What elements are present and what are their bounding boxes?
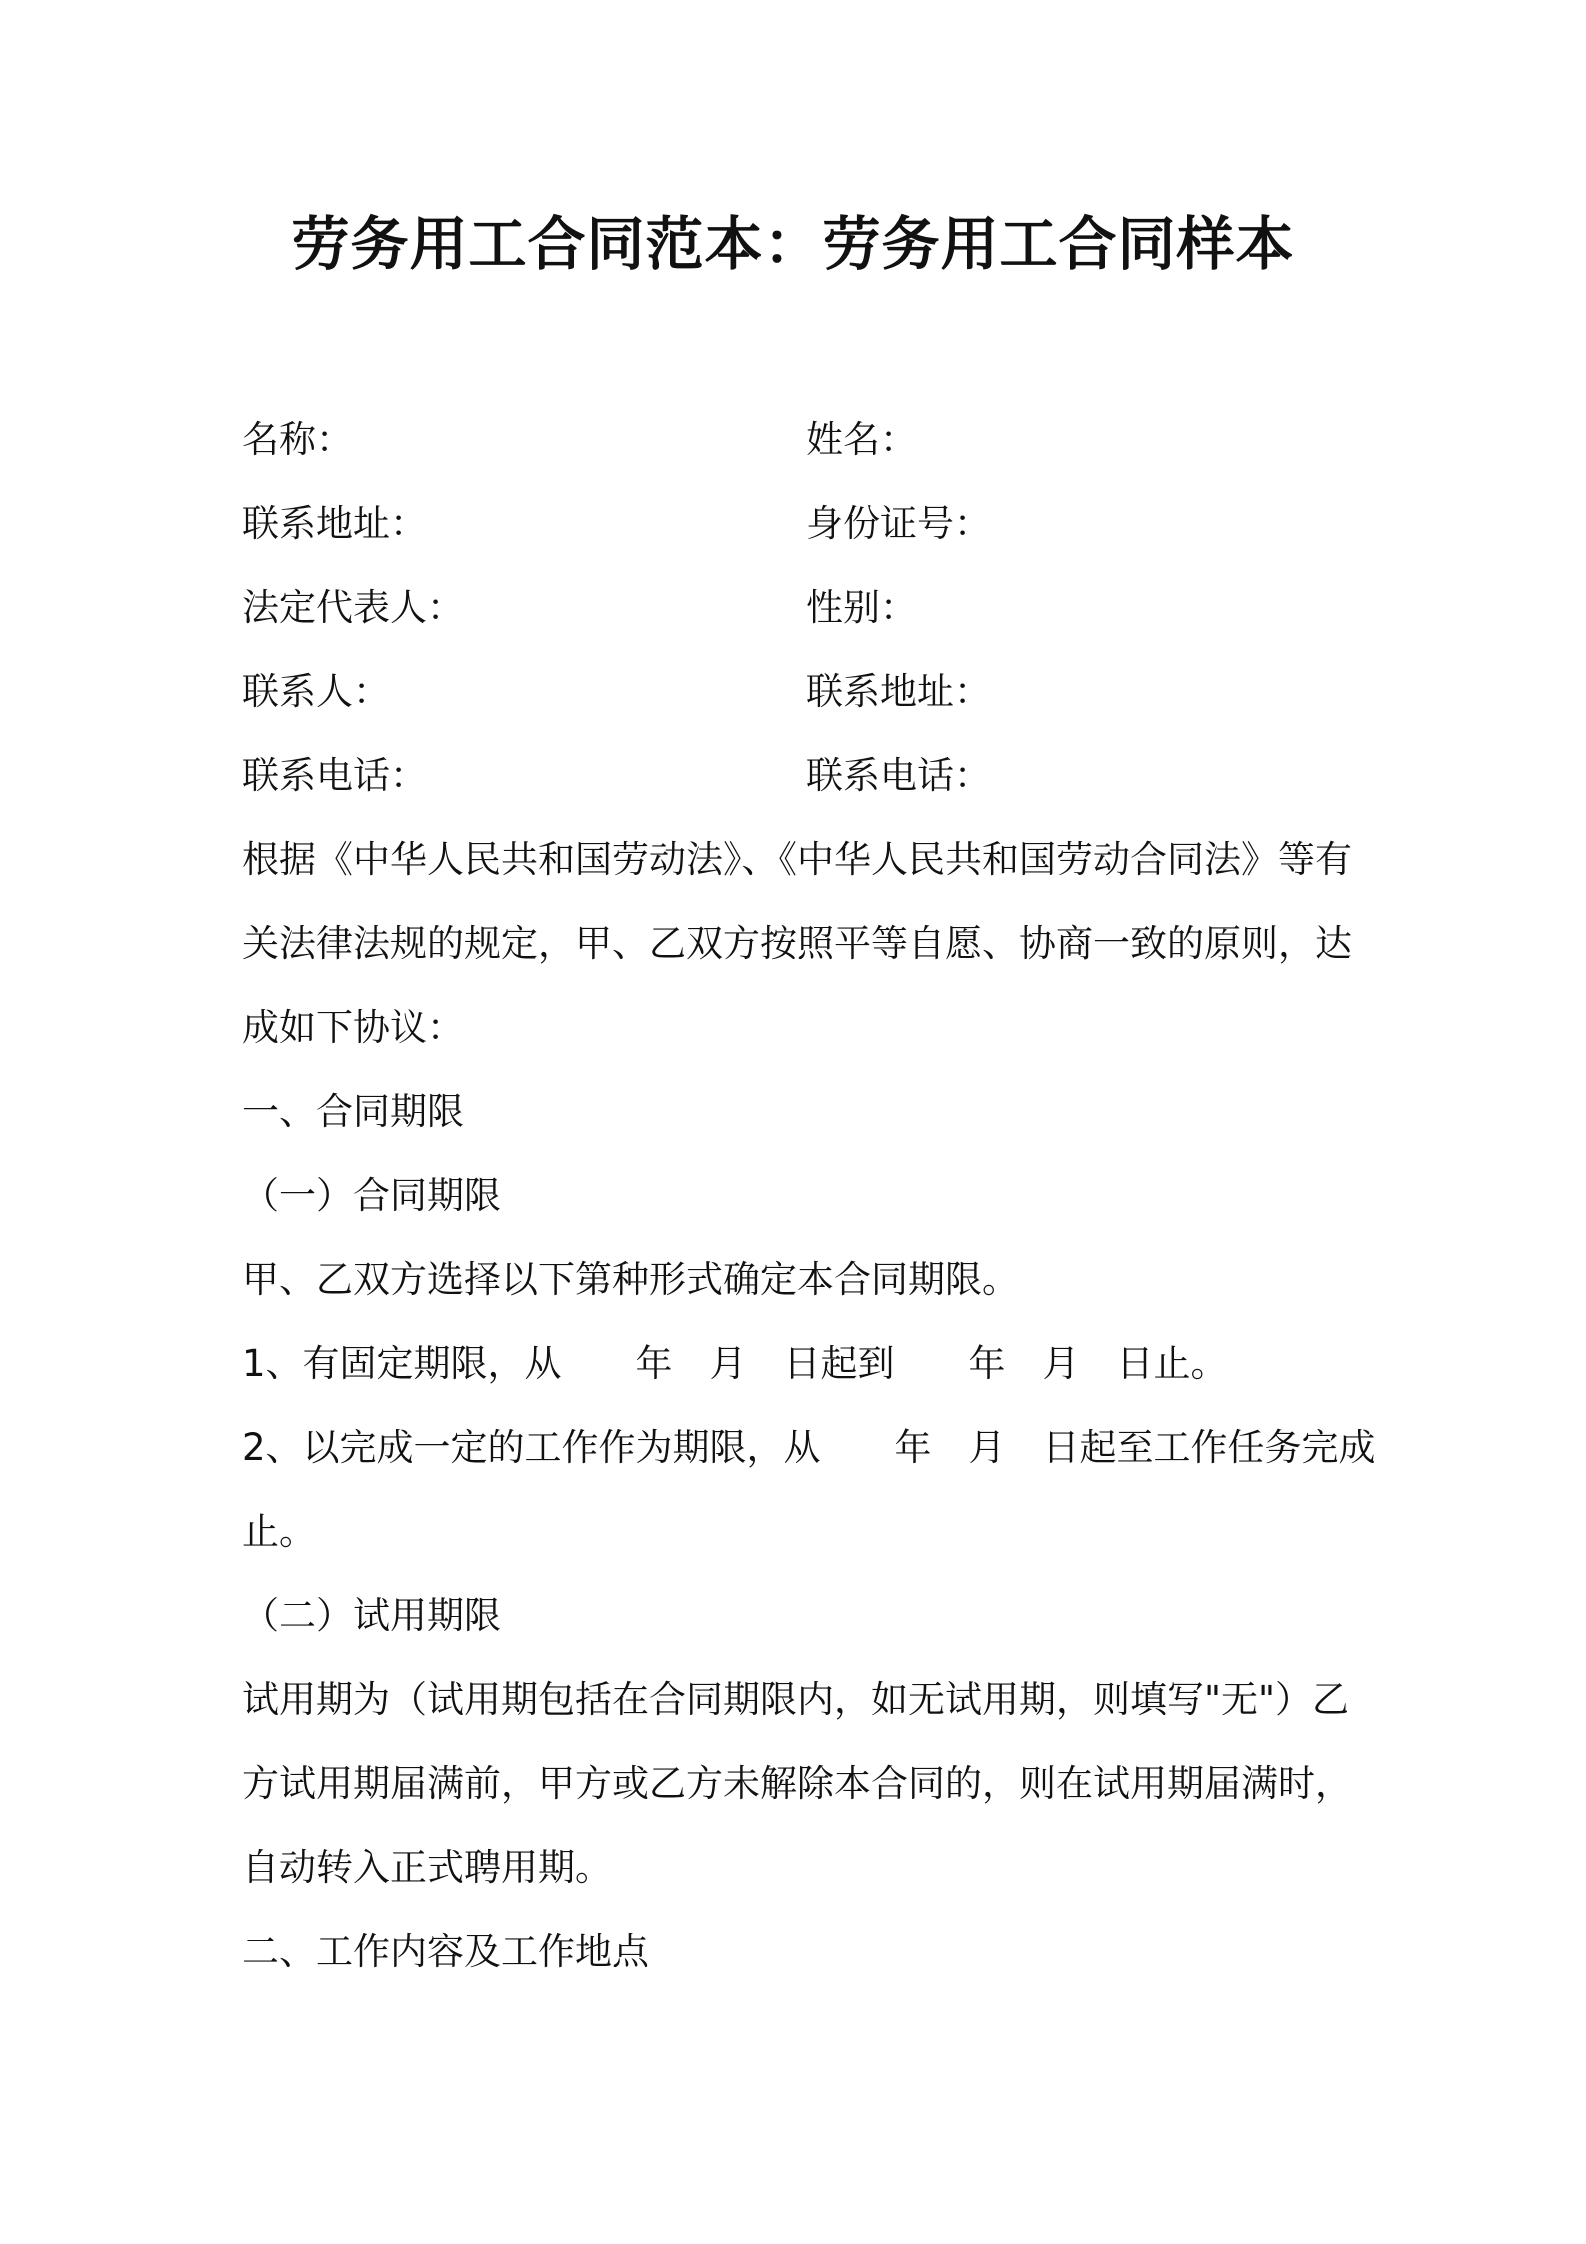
intro-line: 成如下协议： xyxy=(242,1006,464,1049)
party-row xyxy=(242,734,1362,818)
party-a-field-name: 名称： xyxy=(242,418,353,461)
party-b-field-address: 联系地址： xyxy=(806,670,991,713)
party-a-field-phone: 联系电话： xyxy=(242,754,427,797)
subsection-heading-contract-term: （一）合同期限 xyxy=(242,1174,501,1217)
option-fixed-term: 1、有固定期限，从 年 月 日起到 年 月 日止。 xyxy=(242,1342,1228,1385)
section-heading-work-content: 二、工作内容及工作地点 xyxy=(242,1930,649,1973)
subsection-heading-probation: （二）试用期限 xyxy=(242,1594,501,1637)
document-body xyxy=(242,398,1376,1994)
contract-term-instruction: 甲、乙双方选择以下第种形式确定本合同期限。 xyxy=(242,1258,1019,1301)
party-a-field-contact-person: 联系人： xyxy=(242,670,390,713)
party-row xyxy=(242,566,1362,650)
option-task-term-line: 2、以完成一定的工作作为期限，从 年 月 日起至工作任务完成 xyxy=(242,1426,1376,1469)
party-b-field-name: 姓名： xyxy=(806,418,917,461)
probation-line: 方试用期届满前，甲方或乙方未解除本合同的，则在试用期届满时， xyxy=(242,1762,1352,1805)
party-a-field-legal-rep: 法定代表人： xyxy=(242,586,464,629)
party-b-field-id-number: 身份证号： xyxy=(806,502,991,545)
party-row xyxy=(242,650,1362,734)
party-row xyxy=(242,482,1362,566)
party-row xyxy=(242,398,1362,482)
party-b-field-gender: 性别： xyxy=(806,586,917,629)
party-b-field-phone: 联系电话： xyxy=(806,754,991,797)
party-a-field-address: 联系地址： xyxy=(242,502,427,545)
probation-line: 自动转入正式聘用期。 xyxy=(242,1846,612,1889)
probation-line: 试用期为（试用期包括在合同期限内，如无试用期，则填写"无"）乙 xyxy=(242,1678,1350,1721)
document-title: 劳务用工合同范本：劳务用工合同样本 xyxy=(291,210,1295,278)
intro-line: 关法律法规的规定，甲、乙双方按照平等自愿、协商一致的原则，达 xyxy=(242,922,1352,965)
intro-line: 根据《中华人民共和国劳动法》、《中华人民共和国劳动合同法》等有 xyxy=(242,838,1352,881)
section-heading-contract-term: 一、合同期限 xyxy=(242,1090,464,1133)
option-task-term-line: 止。 xyxy=(242,1510,316,1553)
